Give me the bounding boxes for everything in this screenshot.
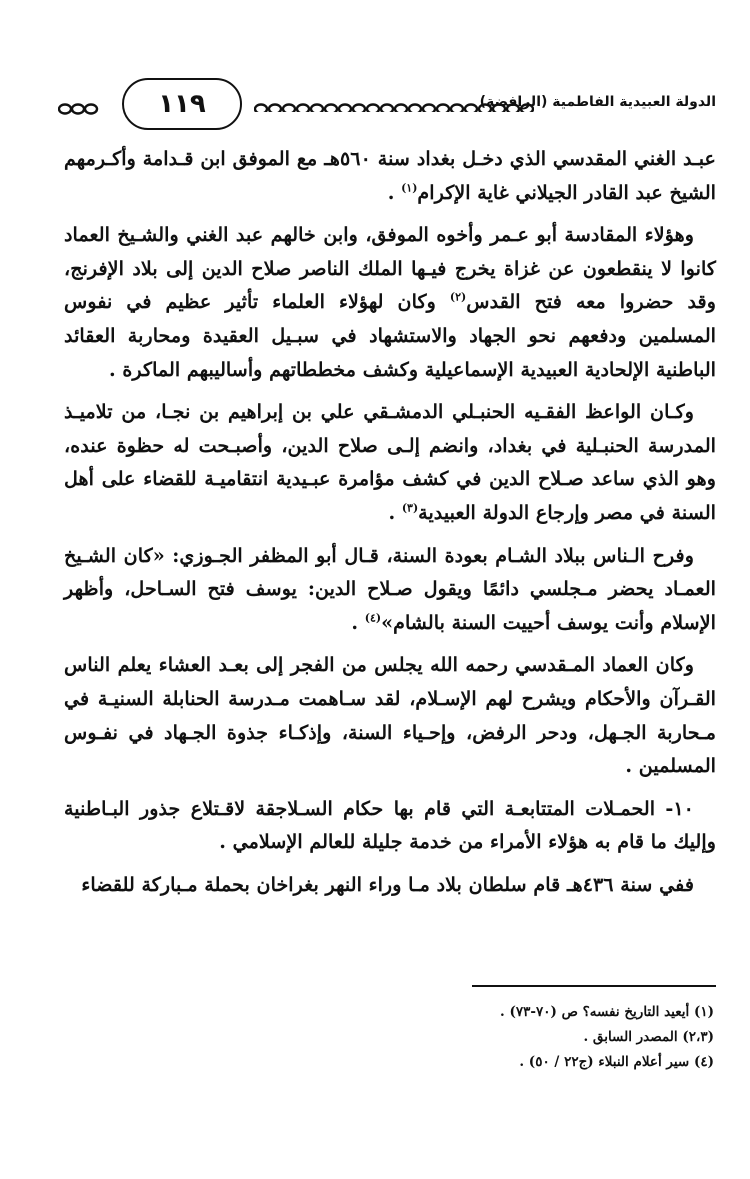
footnote-1: (١) أيعيد التاريخ نفسه؟ ص (٧٠-٧٣) . bbox=[500, 1004, 714, 1020]
paragraph-5: وكان العماد المـقدسي رحمه الله يجلس من الفجر إلى بعـد العشاء يعلم الناس القـرآن والأحكام ويشرح لهم الإسـلام، لقد سـاهمت مـدرسة الحنابلة السنيـة في مـحاربة الجـهل، ودحر الرفض، وإحـياء السنة، وإذكـاء جذوة الجـهاد في نفـوس المسلمين . bbox=[64, 653, 716, 778]
paragraph-6: ١٠- الحمـلات المتتابعـة التي قام بها حكام السـلاجقة لاقـتلاع جذور البـاطنية وإليك ما قام به هؤلاء الأمراء من خدمة جليلة للعالم الإسلامي . bbox=[64, 796, 716, 854]
paragraph-4: وفرح الـناس ببلاد الشـام بعودة السنة، قـال أبو المظفر الجـوزي: «كان الشـيخ العمـاد يحضر مـجلسي دائمًا ويقول صـلاح الدين: يوسف فتح السـاحل، وأظهر الإسلام وأنت يوسف أحييت السنة بالشام»$^{(٤)}$ . bbox=[64, 543, 716, 634]
ornament-link bbox=[311, 105, 323, 113]
main-text bbox=[64, 142, 716, 910]
ornament-link bbox=[297, 105, 309, 113]
footnote-ref-2: (٢) bbox=[449, 290, 467, 304]
header-ornament-short bbox=[58, 100, 100, 112]
paragraph-2: وهؤلاء المقادسة أبو عـمر وأخوه الموفق، وابن خالهم عبد الغني والشـيخ العماد كانوا لا ينقطعون عن غزاة يخرج فيـها الملك الناصر صلاح الدين إلى بلاد الإفرنج، وقد حضروا معه فتح القدس$^{(٢)}$ وكان لهؤلاء العلماء تأثير عظيم في نفوس المسلمين ودفعهم نحو الجهاد والاستشهاد في سبـيل العقيدة ومحاربة العقائد الباطنية الإلحادية العبيدية الإسماعيلية وكشف مخططاتهم وأساليبهم الماكرة . bbox=[64, 223, 716, 381]
ornament-link bbox=[409, 105, 421, 113]
ornament-link bbox=[367, 105, 379, 113]
footnote-separator bbox=[472, 985, 716, 987]
footnote-ref-1: (١) bbox=[401, 181, 418, 195]
ornament-link bbox=[451, 105, 463, 113]
page-header bbox=[58, 70, 716, 132]
footnote-4: (٤) سير أعلام النبلاء (ج٢٢ / ٥٠) . bbox=[519, 1054, 714, 1070]
ornament-link bbox=[269, 105, 281, 113]
footnote-ref-3: (٣) bbox=[401, 501, 419, 515]
ornament-link bbox=[353, 105, 365, 113]
running-header-title: الدولة العبيدية الفاطمية (الرافضة) bbox=[479, 94, 716, 110]
ornament-link bbox=[339, 105, 351, 113]
page-number: ١١٩ bbox=[122, 78, 242, 130]
footnotes bbox=[274, 1000, 714, 1075]
ornament-link bbox=[395, 105, 407, 113]
ornament-link bbox=[381, 105, 393, 113]
footnote-2-3: (٢،٣) المصدر السابق . bbox=[583, 1029, 714, 1045]
footnote-ref-4: (٤) bbox=[364, 611, 382, 625]
ornament-link bbox=[255, 105, 267, 113]
paragraph-1: عبـد الغني المقدسي الذي دخـل بغداد سنة ٥٦٠هـ مع الموفق ابن قـدامة وأكـرمهم الشيخ عبد القادر الجيلاني غاية الإكرام$^{(١)}$ . bbox=[64, 147, 716, 204]
paragraph-3: وكـان الواعظ الفقـيه الحنبـلي الدمشـقي علي بن إبراهيم بن نجـا، من تلاميـذ المدرسة الحنبـلية في بغداد، وانضم إلـى صلاح الدين، وأصبـحت له حظوة عنده، وهو الذي ساعد صـلاح الدين في كشف مؤامرة عبـيدية انتقاميـة للقضاء على أهل السنة في مصر وإرجاع الدولة العبيدية$^{(٣)}$ . bbox=[64, 400, 716, 524]
ornament-link bbox=[465, 105, 477, 113]
ornament-link bbox=[325, 105, 337, 113]
ornament-link bbox=[283, 105, 295, 113]
paragraph-7: ففي سنة ٤٣٦هـ قام سلطان بلاد مـا وراء النهر بغراخان بحملة مـباركة للقضاء bbox=[81, 872, 694, 896]
ornament-link bbox=[423, 105, 435, 113]
ornament-link bbox=[437, 105, 449, 113]
